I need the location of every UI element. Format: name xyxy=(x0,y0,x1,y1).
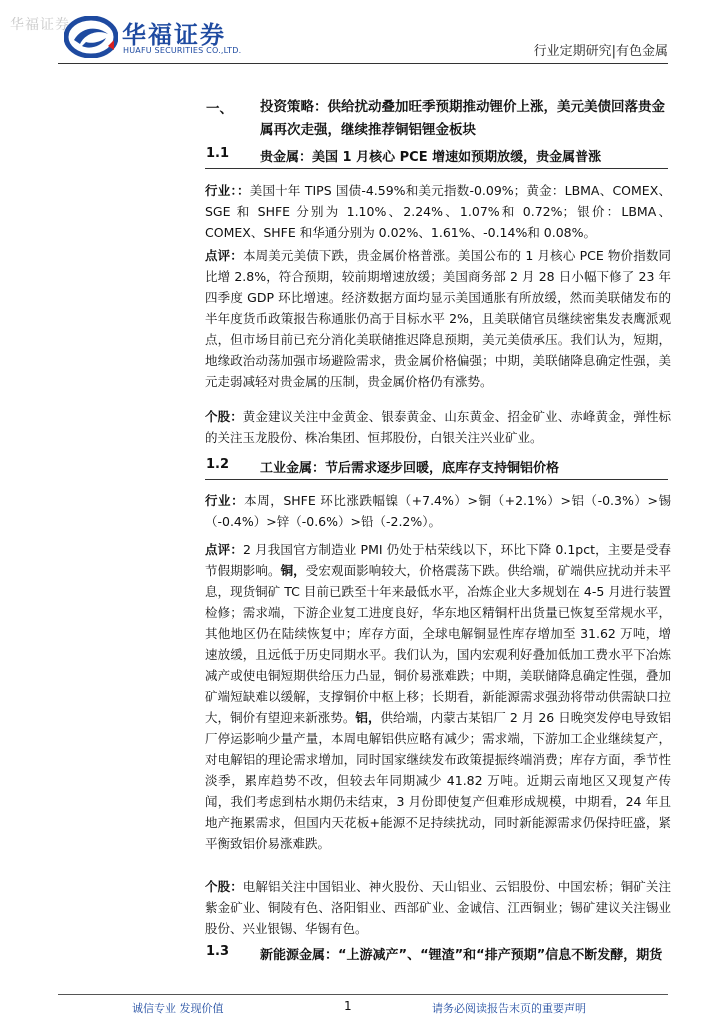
section-1-2-industry-paragraph xyxy=(205,490,671,532)
section-1-1-comment-paragraph xyxy=(205,245,671,392)
section-1-1-industry-paragraph xyxy=(205,180,671,243)
industry-label: 行业： xyxy=(205,493,245,508)
copper-label: 铜， xyxy=(280,563,306,578)
comment-text-copper: 受宏观面影响较大，价格震荡下跌。供给端，矿端供应扰动并未平息，现货铜矿 TC 目前已跌至十年来最低水平，冶炼企业大多规划在 4-5 月进行装置检修；需求端，下游企业复工进度良好，华东地区精铜杆出货量已恢复至常规水平，其他地区仍在陆续恢复中；库存方面，全球电解铜显性库存增加至 31.62 万吨，增速放缓，且远低于历史同期水平。我们认为，国内宏观利好叠加低加工费水平下冶炼减产或使电铜短期供给压力凸显，铜价易涨难跌；中期，美联储降息确定性强，叠加矿端短缺难以缓解，支撑铜价中枢上移；长期看，新能源需求强劲将带动供需缺口拉大，铜价有望迎来新涨势。 xyxy=(205,563,671,725)
section-1-2-comment-paragraph xyxy=(205,539,671,854)
section-1-2-title: 工业金属：节后需求逐步回暖，底库存支持铜铝价格 xyxy=(260,461,560,476)
industry-text: 美国十年 TIPS 国债-4.59%和美元指数-0.09%；黄金：LBMA、COMEX、SGE 和 SHFE 分别为 1.10%、2.24%、1.07%和 0.72%；银价：LBMA、COMEX、SHFE 和华通分别为 0.02%、1.61%、-0.14%和 0.08%。 xyxy=(205,183,671,240)
company-logo-icon xyxy=(64,16,118,58)
section-1-number: 一、 xyxy=(206,101,233,117)
industry-label: 行业：： xyxy=(205,183,250,198)
section-1-title: 投资策略：供给扰动叠加旺季预期推动锂价上涨，美元美债回落贵金属再次走强，继续推荐铜铝锂金板块 xyxy=(260,99,665,138)
section-1-2-stock-paragraph xyxy=(205,876,671,939)
aluminum-label: 铝， xyxy=(355,710,381,725)
comment-label: 点评： xyxy=(205,542,243,557)
industry-text: 本周，SHFE 环比涨跌幅镍（+7.4%）>铜（+2.1%）>铝（-0.3%）>锡（-0.4%）>锌（-0.6%）>铅（-2.2%）。 xyxy=(205,493,671,529)
company-name-cn: 华福证券 xyxy=(122,21,226,49)
comment-text: 本周美元美债下跌，贵金属价格普涨。美国公布的 1 月核心 PCE 物价指数同比增 2.8%，符合预期，较前期增速放缓；美国商务部 2 月 28 日小幅下修了 23 年四季度 GDP 环比增速。经济数据方面均显示美国通胀有所放缓，然而美联储发布的半年度货币政策报告称通胀仍高于目标水平 2%，且美联储官员继续密集发表鹰派观点，但市场目前已充分消化美联储推迟降息预期，美元美债承压。我们认为，短期，地缘政治动荡加强市场避险需求，贵金属价格偏强；中期，美联储降息确定性强，美元走弱减轻对贵金属的压制，贵金属价格仍有涨势。 xyxy=(205,248,671,389)
section-1-2-number: 1.2 xyxy=(206,457,230,472)
stock-label: 个股： xyxy=(205,409,243,424)
stock-label: 个股： xyxy=(205,879,243,894)
footer-slogan: 诚信专业 发现价值 xyxy=(132,1002,224,1015)
section-1-3-number: 1.3 xyxy=(206,944,230,959)
report-type-label: 行业定期研究|有色金属 xyxy=(533,44,668,59)
section-1-1-divider xyxy=(205,168,668,169)
section-1-2-divider xyxy=(205,479,668,480)
stock-text: 黄金建议关注中金黄金、银泰黄金、山东黄金、招金矿业、赤峰黄金，弹性标的关注玉龙股份、株冶集团、恒邦股份，白银关注兴业矿业。 xyxy=(205,409,671,445)
comment-text-aluminum: 供给端，内蒙古某铝厂 2 月 26 日晚突发停电导致铝厂停运影响少量产量，本周电解铝供应略有减少；需求端，下游加工企业继续复产，对电解铝的理论需求增加，同时国家继续发布政策提振终端消费；库存方面，季节性淡季，累库趋势不改，但较去年同期减少 41.82 万吨。近期云南地区又现复产传闻，我们考虑到枯水期仍未结束，3 月份即使复产但难形成规模，中期看，24 年且地产拖累需求，但国内天花板+能源不足持续扰动，同时新能源需求仍保持旺盛，紧平衡致铝价易涨难跌。 xyxy=(205,710,671,851)
section-1-1-title: 贵金属：美国 1 月核心 PCE 增速如预期放缓，贵金属普涨 xyxy=(260,150,602,165)
section-1-3-title: 新能源金属：“上游减产”、“锂渣”和“排产预期”信息不断发酵，期货 xyxy=(260,948,663,963)
footer-divider xyxy=(58,994,668,995)
company-name-en: HUAFU SECURITIES CO.,LTD. xyxy=(123,46,242,55)
footer-disclaimer: 请务必阅读报告末页的重要声明 xyxy=(432,1002,586,1015)
header-divider xyxy=(58,63,668,64)
comment-text-intro: 2 月我国官方制造业 PMI 仍处于枯荣线以下，环比下降 0.1pct，主要是受春节假期影响。 xyxy=(205,542,671,578)
watermark-text: 华福证券 xyxy=(10,17,70,33)
section-1-1-stock-paragraph xyxy=(205,406,671,448)
section-1-1-number: 1.1 xyxy=(206,146,230,161)
stock-text: 电解铝关注中国铝业、神火股份、天山铝业、云铝股份、中国宏桥；铜矿关注紫金矿业、铜陵有色、洛阳钼业、西部矿业、金诚信、江西铜业；锡矿建议关注锡业股份、兴业银锡、华锡有色。 xyxy=(205,879,671,936)
comment-label: 点评： xyxy=(205,248,243,263)
page-number: 1 xyxy=(344,999,352,1013)
